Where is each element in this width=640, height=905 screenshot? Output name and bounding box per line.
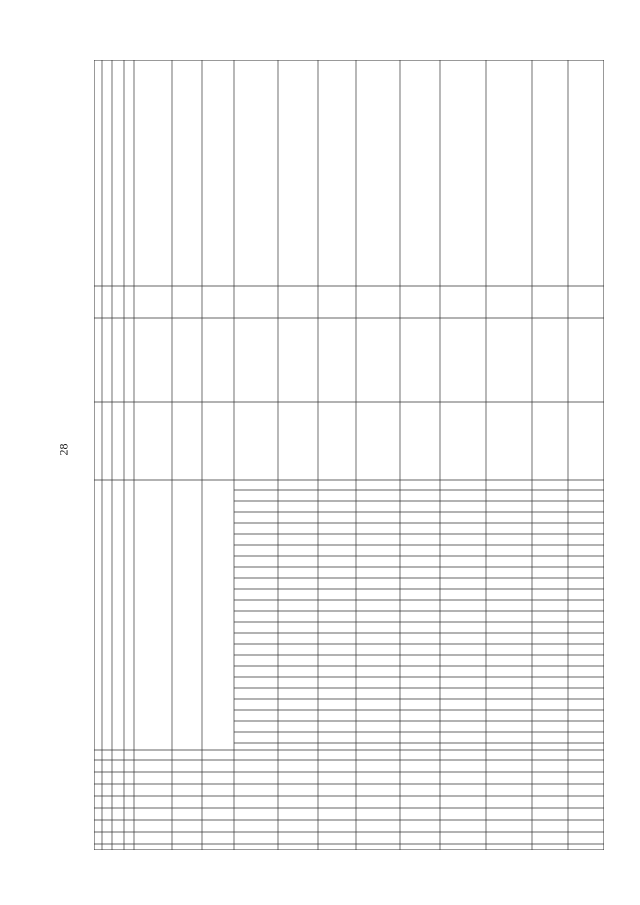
table-grid <box>94 60 604 850</box>
rotated-program-table <box>94 60 604 850</box>
page-number: 28 <box>56 443 71 456</box>
